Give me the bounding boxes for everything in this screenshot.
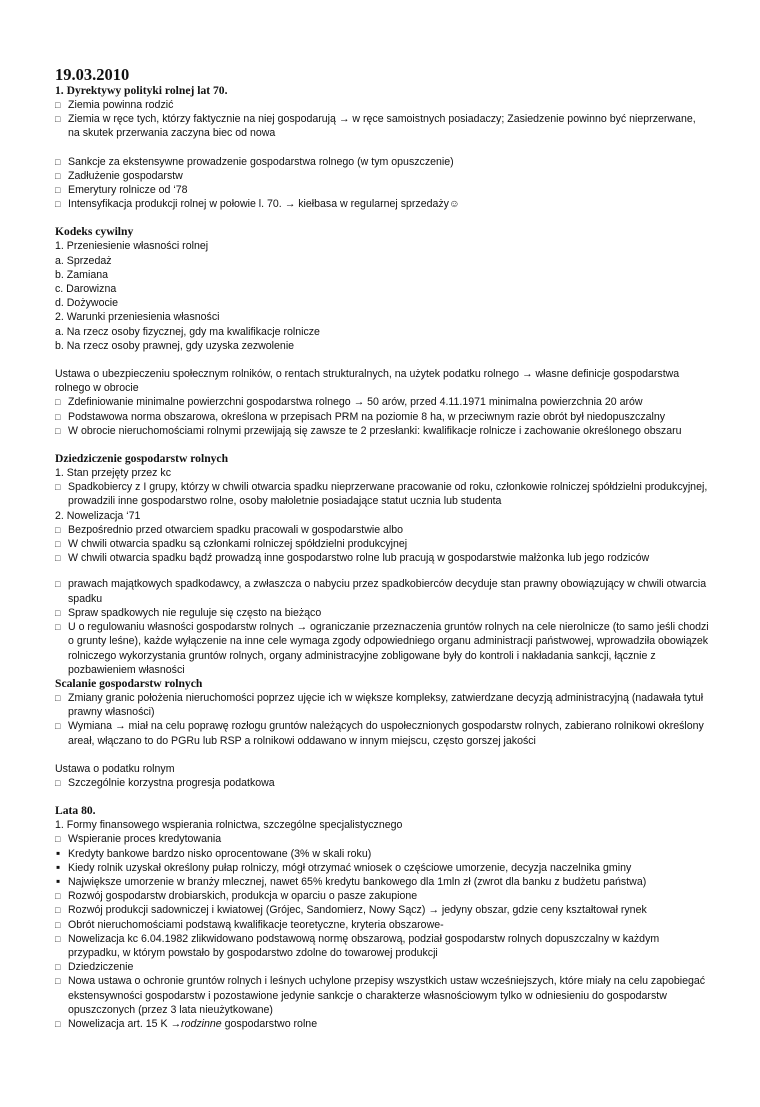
sub-list-item: ▪ Największe umorzenie w branży mlecznej, nawet 65% kredytu bankowego dla 1mln zł (zwrot dla banku z budżetu państwa)	[55, 875, 710, 889]
list-item: □ Nowelizacja kc 6.04.1982 zlikwidowano podstawową normę obszarową, podział gospodarstw rolnych dopuszczalny w każdym przypadku, w którym powstało by gospodarstwo zdolne do towarowej produkcji	[55, 932, 710, 960]
list-item: □ W chwili otwarcia spadku bądź prowadzą inne gospodarstwo rolne lub pracują w gospodarstwie małżonka lub jego rodziców	[55, 551, 710, 565]
list-item: □ Zdefiniowanie minimalne powierzchni gospodarstwa rolnego → 50 arów, przed 4.11.1971 minimalna powierzchnia 20 arów	[55, 395, 710, 409]
list-item: □ Ziemia powinna rodzić	[55, 98, 710, 112]
list-item: □ Bezpośrednio przed otwarciem spadku pracowali w gospodarstwie albo	[55, 523, 710, 537]
list-item: □ Dziedziczenie	[55, 960, 710, 974]
text-line: 1. Formy finansowego wspierania rolnictwa, szczególne specjalistycznego	[55, 819, 403, 832]
list-item: □ prawach majątkowych spadkodawcy, a zwłaszcza o nabyciu przez spadkobierców decyduje stan prawny obowiązujący w chwili otwarcia spadku	[55, 577, 710, 605]
section-heading-kodeks: Kodeks cywilny	[55, 225, 134, 239]
section-heading-dyrektywy: 1. Dyrektywy polityki rolnej lat 70.	[55, 84, 228, 97]
text-line: a. Sprzedaż	[55, 254, 112, 267]
text-line: b. Zamiana	[55, 268, 108, 281]
list-item: □ Zadłużenie gospodarstw	[55, 169, 710, 183]
sub-list-item: ▪ Kredyty bankowe bardzo nisko oprocentowane (3% w skali roku)	[55, 847, 710, 861]
section-heading-lata-80: Lata 80.	[55, 804, 96, 818]
list-item: □ Rozwój gospodarstw drobiarskich, produkcja w oparciu o pasze zakupione	[55, 889, 710, 903]
document-date: 19.03.2010	[55, 65, 130, 84]
list-item: □ Rozwój produkcji sadowniczej i kwiatowej (Grójec, Sandomierz, Nowy Sącz) → jedyny obszar, gdzie ceny kształtował rynek	[55, 903, 710, 917]
text-line: c. Darowizna	[55, 283, 117, 296]
list-item: □ Sankcje za ekstensywne prowadzenie gospodarstwa rolnego (w tym opuszczenie)	[55, 155, 710, 169]
list-item: □ W chwili otwarcia spadku są członkami rolniczej spółdzielni produkcyjnej	[55, 537, 710, 551]
section-heading-scalanie: Scalanie gospodarstw rolnych	[55, 676, 203, 690]
section-heading-dziedziczenie: Dziedziczenie gospodarstw rolnych	[55, 452, 229, 466]
sub-list-item: ▪ Kiedy rolnik uzyskał określony pułap rolniczy, mógł otrzymać wniosek o częściowe umorzenie, decyzja naczelnika gminy	[55, 861, 710, 875]
text-line: 1. Przeniesienie własności rolnej	[55, 240, 209, 253]
list-item: □ Ziemia w ręce tych, którzy faktycznie na niej gospodarują → w ręce samoistnych posiadaczy; Zasiedzenie powinno być nieprzerwane, na skutek przerwania zaczyna biec od nowa	[55, 112, 710, 140]
list-item: □ Intensyfikacja produkcji rolnej w połowie l. 70. → kiełbasa w regularnej sprzedaży☺	[55, 197, 710, 211]
list-item: □ Wspieranie proces kredytowania	[55, 832, 710, 846]
list-item	[55, 1017, 710, 1031]
list-item: □ Obrót nieruchomościami podstawą kwalifikacje teoretyczne, kryteria obszarowe-	[55, 918, 710, 932]
text-line: 2. Warunki przeniesienia własności	[55, 311, 220, 324]
list-item: □ Podstawowa norma obszarowa, określona w przepisach PRM na poziomie 8 ha, w przeciwnym razie obrót był niedopuszczalny	[55, 410, 710, 424]
list-item: □ Szczególnie korzystna progresja podatkowa	[55, 776, 710, 790]
text-line: d. Dożywocie	[55, 297, 118, 310]
text-line: a. Na rzecz osoby fizycznej, gdy ma kwalifikacje rolnicze	[55, 325, 320, 338]
text-line: b. Na rzecz osoby prawnej, gdy uzyska zezwolenie	[55, 339, 295, 352]
list-item: □ U o regulowaniu własności gospodarstw rolnych → ograniczanie przeznaczenia gruntów rolnych na cele nierolnicze (to samo jeśli chodzi o grunty leśne), każde wyłączenie na inne cele wymaga zgody odpowiedniego organu administracji państwowej, wprowadziła obowiązek rolniczego wykorzystania gruntów rolnych, organy administracyjne zobligowane były do kontroli i nakładania sankcji, łącznie z pozbawieniem własności	[55, 620, 710, 677]
list-item: □ Nowa ustawa o ochronie gruntów rolnych i leśnych uchylone przepisy wszystkich ustaw wcześniejszych, które miały na celu zapobiegać ekstensywności gospodarstw i pozostawione jedynie sankcje o charakterze własnościowym tylko w odniesieniu do gospodarstw opuszczonych (przez 3 lata nieużytkowane)	[55, 974, 710, 1017]
text-fragment: gospodarstwo rolne	[221, 1017, 318, 1030]
list-item: □ Zmiany granic położenia nieruchomości poprzez ujęcie ich w większe kompleksy, zatwierdzane decyzją administracyjną (nadawała tytuł prawny własności)	[55, 691, 710, 719]
list-item: □ W obrocie nieruchomościami rolnymi przewijają się zawsze te 2 przesłanki: kwalifikacje rolnicze i zachowanie określonego obszaru	[55, 424, 710, 438]
paragraph: Ustawa o podatku rolnym	[55, 762, 175, 775]
list-item: □ Spraw spadkowych nie reguluje się często na bieżąco	[55, 606, 710, 620]
text-line: 2. Nowelizacja ‘71	[55, 509, 141, 522]
list-item: □ Spadkobiercy z I grupy, którzy w chwili otwarcia spadku nieprzerwane pracowanie od roku, członkowie rolniczej spółdzielni produkcyjnej, prowadzili inne gospodarstwo rolne, osoby małoletnie posiadające statut ucznia lub studenta	[55, 480, 710, 508]
document-page	[55, 66, 710, 1031]
italic-text: rodzinne	[181, 1017, 222, 1030]
text-fragment: Nowelizacja art. 15 K →	[68, 1017, 182, 1030]
paragraph: Ustawa o ubezpieczeniu społecznym rolników, o rentach strukturalnych, na użytek podatku rolnego → własne definicje gospodarstwa rolnego w obrocie	[55, 368, 680, 395]
text-line: 1. Stan przejęty przez kc	[55, 467, 171, 480]
list-item: □ Emerytury rolnicze od ‘78	[55, 183, 710, 197]
list-item: □ Wymiana → miał na celu poprawę rozłogu gruntów należących do uspołecznionych gospodarstw rolnych, zabierano rolnikowi określony areał, włączano to do PGRu lub RSP a rolnikowi oddawano w innym miejscu, często gorszej jakości	[55, 719, 710, 747]
